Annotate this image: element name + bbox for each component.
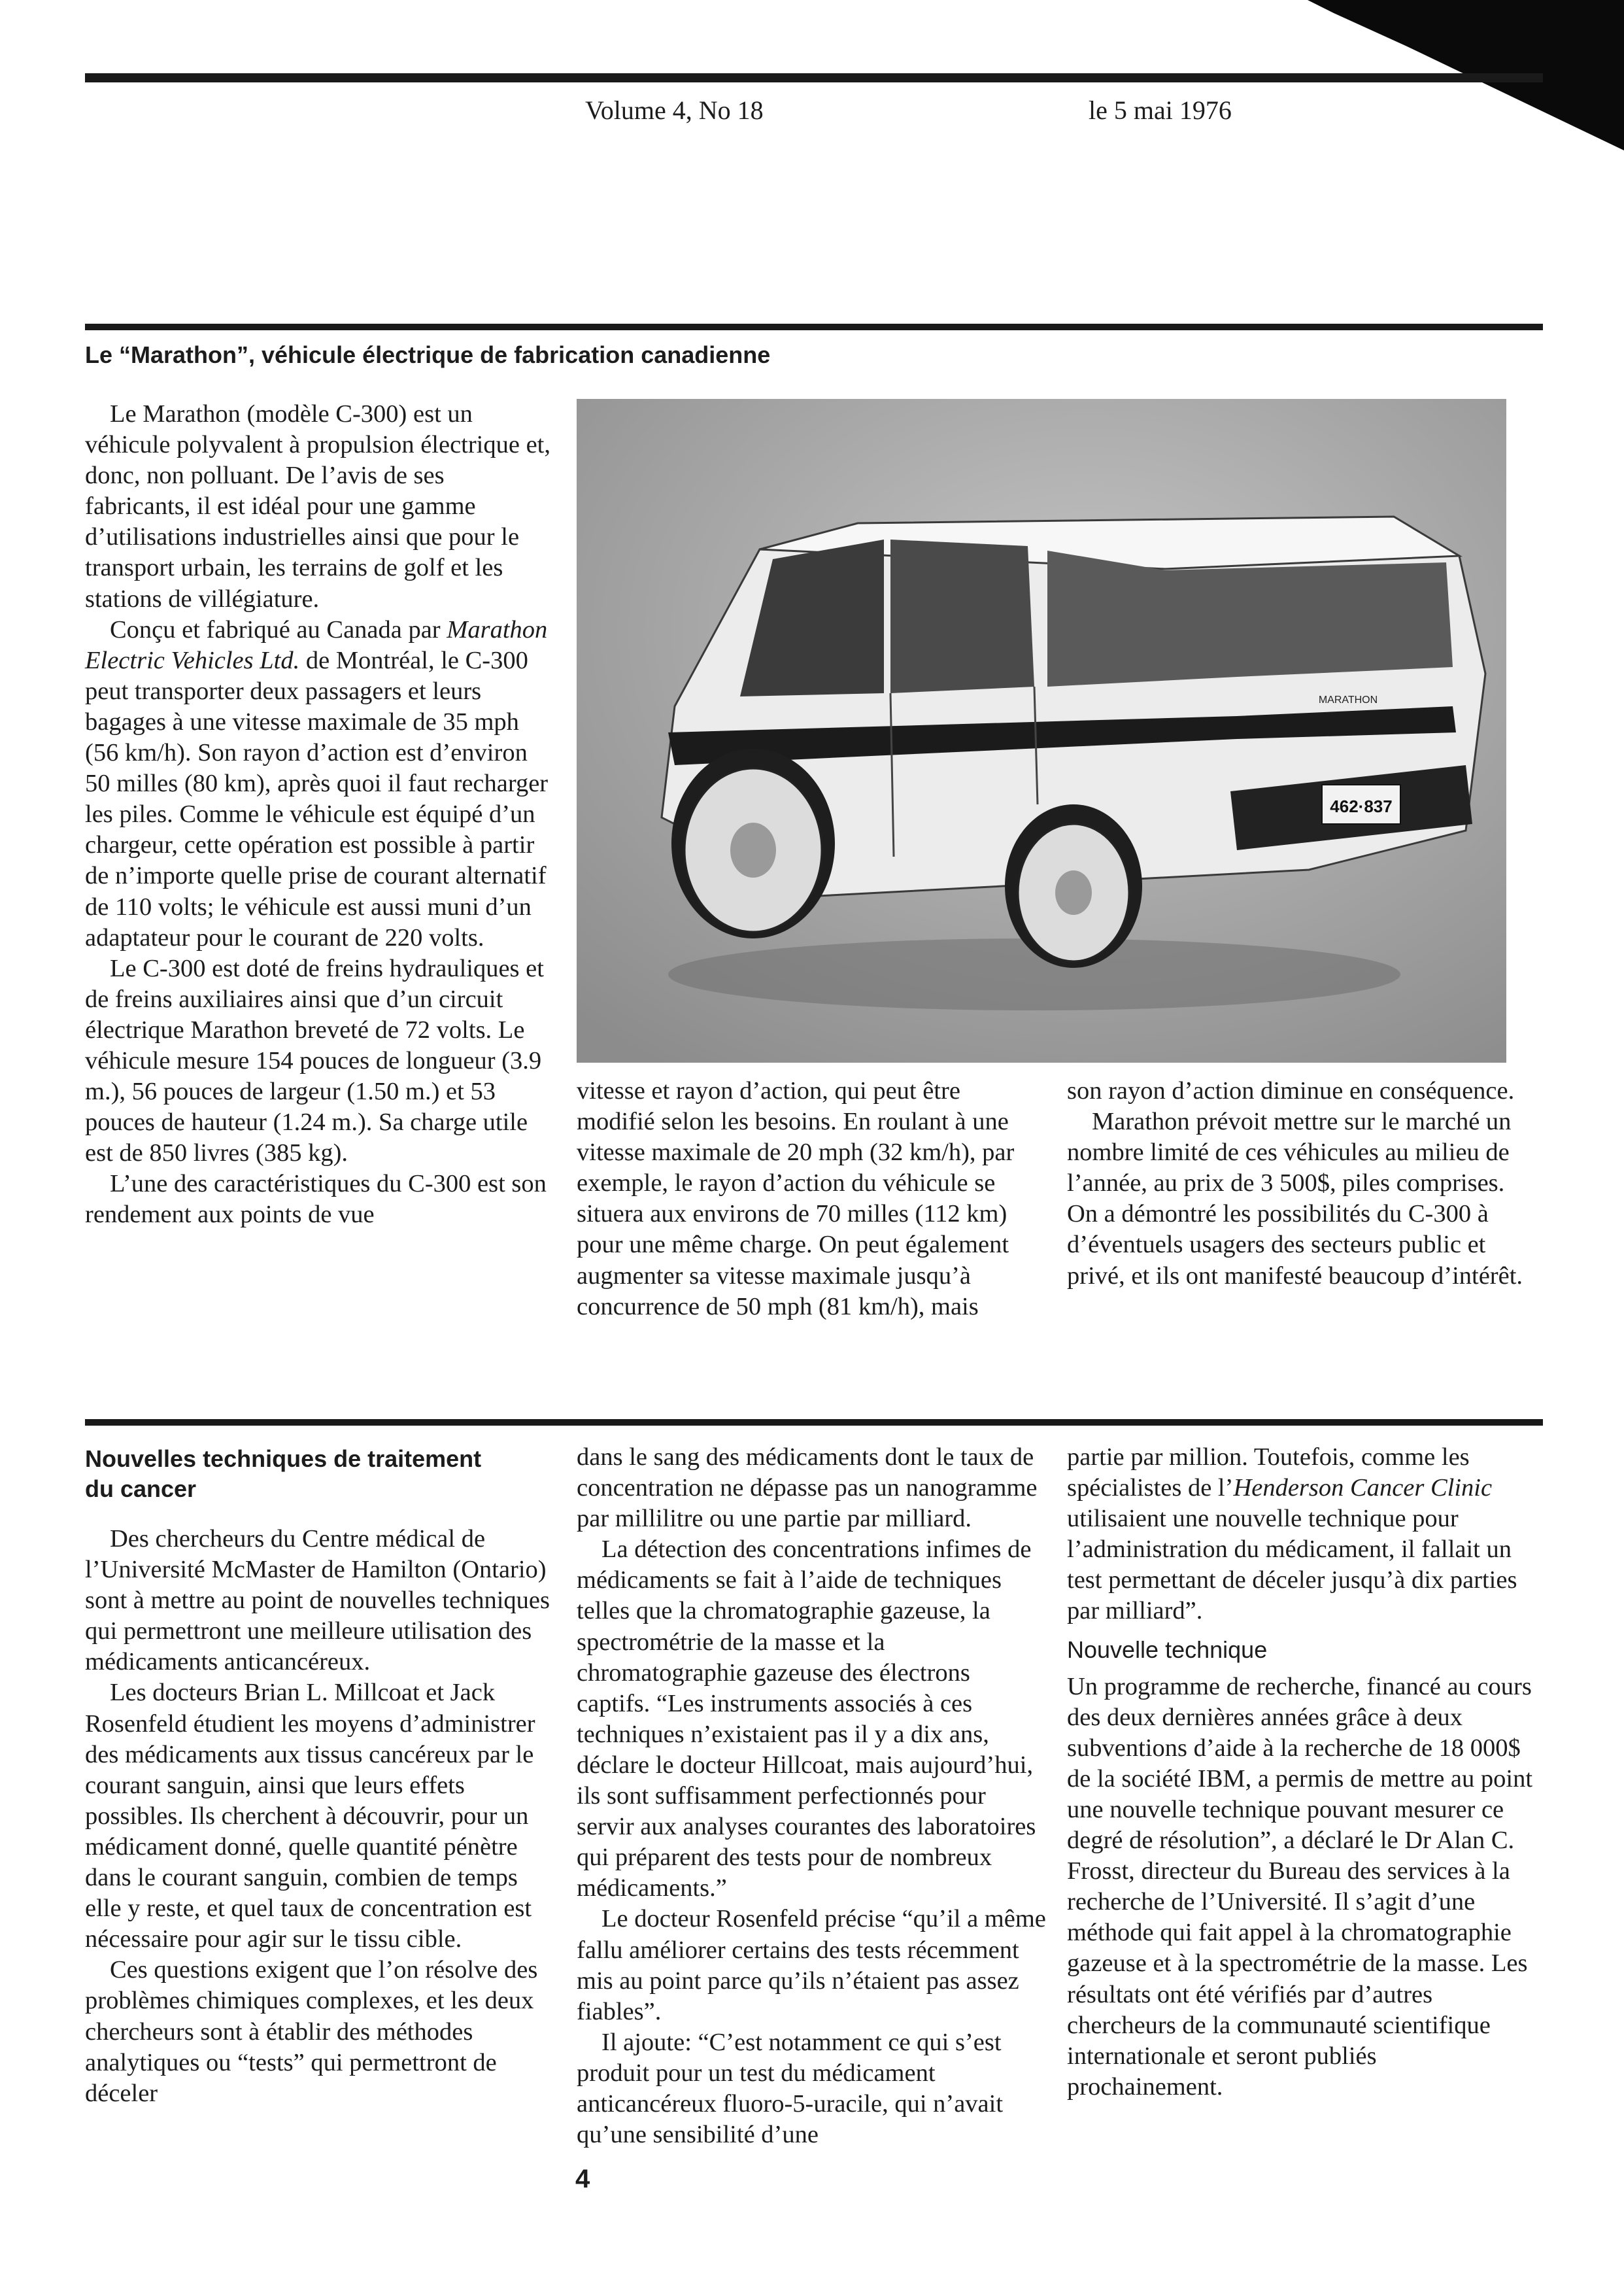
article2-column-3-bottom: [1067, 1672, 1538, 2103]
article1-column-1: [85, 399, 556, 1231]
paragraph: Conçu et fabriqué au Canada par Marathon Electric Vehicles Ltd. de Montréal, le C-300 peut transporter deux passagers et leurs bagages à une vitesse maximale de 35 mph (56 km/h). Son rayon d’action est d’environ 50 milles (80 km), après quoi il faut recharger les piles. Comme le véhicule est équipé d’un chargeur, cette opération est possible à partir de n’importe quelle prise de courant alternatif de 110 volts; le véhicule est aussi muni d’un adaptateur pour le courant de 220 volts.: [85, 615, 549, 952]
paragraph: vitesse et rayon d’action, qui peut être modifié selon les besoins. En roulant à une vitesse maximale de 20 mph (32 km/h), par exemple, le rayon d’action du véhicule se situera aux environs de 70 milles (112 km) pour une même charge. On peut également augmenter sa vitesse maximale jusqu’à concurrence de 50 mph (81 km/h), mais: [577, 1077, 1015, 1320]
paragraph: Les docteurs Brian L. Millcoat et Jack Rosenfeld étudient les moyens d’administrer des médicaments aux tissus cancéreux par le courant sanguin, ainsi que leurs effets possibles. Ils cherchent à découvrir, pour un médicament donné, quelle quantité pénètre dans le courant sanguin, combien de temps elle y reste, et quel taux de concentration est nécessaire pour agir sur le tissu cible.: [85, 1679, 535, 1953]
header-rule: [85, 73, 1543, 82]
rear-badge: MARATHON: [1318, 695, 1378, 706]
paragraph: son rayon d’action diminue en conséquence.: [1067, 1077, 1515, 1105]
license-plate: 462·837: [1330, 797, 1393, 816]
paragraph: dans le sang des médicaments dont le taux de concentration ne dépasse pas un nanogramme par millilitre ou une partie par milliard.: [577, 1443, 1038, 1533]
article2-column-1: [85, 1524, 556, 2109]
paragraph: partie par million. Toutefois, comme les spécialistes de l’Henderson Cancer Clinic utilisaient une nouvelle technique pour l’administration du médicament, il fallait un test permettant de déceler jusqu’à dix parties par milliard”.: [1067, 1443, 1517, 1625]
paragraph: Un programme de recherche, financé au cours des deux dernières années grâce à deux subventions d’aide à la recherche de 18 000$ de la société IBM, a permis de mettre au point une nouvelle technique pouvant mesurer ce degré de résolution”, a déclaré le Dr Alan C. Frosst, directeur du Bureau des services à la recherche de l’Université. Il s’agit d’une méthode qui fait appel à la chromatographie gazeuse et à la spectrométrie de la masse. Les résultats ont été vérifiés par d’autres chercheurs de la communauté scientifique internationale et seront publiés prochainement.: [1067, 1672, 1533, 2101]
subheading-nouvelle-technique: Nouvelle technique: [1067, 1636, 1268, 1663]
article2-column-3: [1067, 1442, 1538, 2103]
paragraph: Des chercheurs du Centre médical de l’Université McMaster de Hamilton (Ontario) sont à mettre au point de nouvelles techniques qui permettront une meilleure utilisation des médicaments anticancéreux.: [85, 1525, 550, 1676]
article1-title: Le “Marathon”, véhicule électrique de fabrication canadienne: [85, 341, 771, 368]
article2-column-2: [577, 1442, 1047, 2150]
paragraph: Marathon prévoit mettre sur le marché un nombre limité de ces véhicules au milieu de l’année, au prix de 3 500$, piles comprises. On a démontré les possibilités du C-300 à d’éventuels usagers des secteurs public et privé, et ils ont manifesté beaucoup d’intérêt.: [1067, 1108, 1523, 1290]
paragraph: La détection des concentrations infimes de médicaments se fait à l’aide de techniques telles que la chromatographie gazeuse, la spectrométrie de la masse et la chromatographie gazeuse des électrons captifs. “Les instruments associés à ces techniques n’existaient pas il y a dix ans, déclare le docteur Hillcoat, mais aujourd’hui, ils sont suffisamment perfectionnés pour servir aux analyses courantes des laboratoires qui préparent des tests pour de nombreux médicaments.”: [577, 1536, 1036, 1902]
paragraph: L’une des caractéristiques du C-300 est son rendement aux points de vue: [85, 1170, 547, 1229]
article2-rule: [85, 1419, 1543, 1426]
paragraph: Ces questions exigent que l’on résolve des problèmes chimiques complexes, et les deux chercheurs sont à établir des méthodes analytiques ou “tests” qui permettront de déceler: [85, 1956, 538, 2107]
article1-rule: [85, 324, 1543, 330]
paragraph: Il ajoute: “C’est notamment ce qui s’est produit pour un test du médicament anticancéreux fluoro-5-uracile, qui n’avait qu’une sensibilité d’une: [577, 2028, 1004, 2149]
paragraph: Le docteur Rosenfeld précise “qu’il a même fallu améliorer certains des tests récemment mis au point parce qu’ils n’étaient pas assez fiables”.: [577, 1905, 1046, 2025]
article1-column-2: [577, 1076, 1034, 1322]
article2-title: Nouvelles techniques de traitement du cancer: [85, 1445, 482, 1502]
issue-date: le 5 mai 1976: [1089, 95, 1232, 125]
marathon-car-photo: [577, 399, 1506, 1063]
volume-number: Volume 4, No 18: [585, 95, 764, 125]
paragraph: Le C-300 est doté de freins hydrauliques et de freins auxiliaires ainsi que d’un circuit électrique Marathon breveté de 72 volts. Le véhicule mesure 154 pouces de longueur (3.9 m.), 56 pouces de largeur (1.50 m.) et 53 pouces de hauteur (1.24 m.). Sa charge utile est de 850 livres (385 kg).: [85, 954, 544, 1167]
article2-column-3-top: [1067, 1442, 1538, 1627]
paragraph: Le Marathon (modèle C-300) est un véhicule polyvalent à propulsion électrique et, donc, non polluant. De l’avis de ses fabricants, il est idéal pour une gamme d’utilisations industrielles ainsi que pour le transport urbain, les terrains de golf et les stations de villégiature.: [85, 400, 551, 613]
article1-column-3: [1067, 1076, 1538, 1292]
page-number: 4: [575, 2165, 590, 2193]
